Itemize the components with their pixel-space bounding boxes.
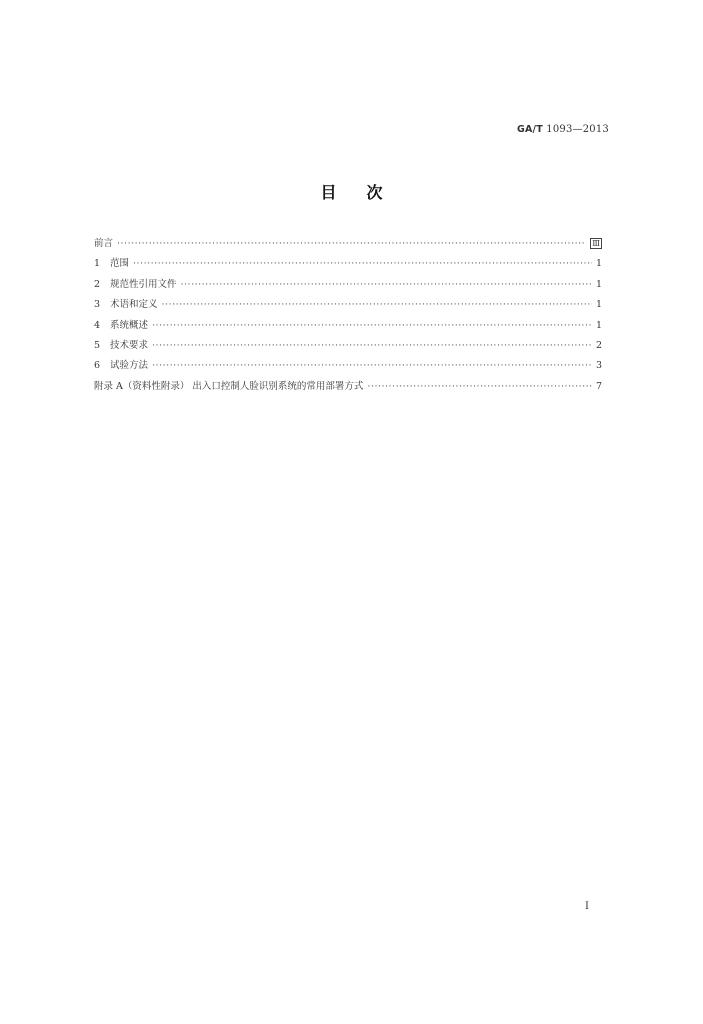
toc-entry-foreword[interactable]	[94, 235, 602, 255]
toc-entry-technical-requirements[interactable]	[94, 337, 602, 357]
toc-dot-leader	[117, 238, 586, 249]
toc-dot-leader	[367, 381, 592, 392]
toc-dot-leader	[152, 320, 592, 331]
toc-entry-number: 4	[94, 319, 101, 331]
toc-dot-leader	[133, 258, 592, 269]
standard-code-prefix: GA/T	[517, 124, 543, 135]
toc-entry-terms-definitions[interactable]	[94, 296, 602, 316]
toc-entry-label: 1 范围	[94, 258, 130, 270]
table-of-contents	[94, 235, 602, 398]
toc-entry-number: 5	[94, 339, 101, 351]
toc-entry-label: 前言	[94, 238, 114, 249]
toc-entry-number: 1	[94, 258, 101, 270]
toc-entry-number: 6	[94, 360, 101, 372]
toc-entry-scope[interactable]	[94, 255, 602, 275]
toc-dot-leader	[162, 299, 592, 310]
toc-entry-page: 1	[595, 258, 602, 270]
toc-entry-page: Ⅲ	[592, 239, 600, 248]
toc-entry-page: 3	[595, 360, 602, 372]
toc-entry-test-methods[interactable]	[94, 357, 602, 377]
toc-entry-number: 3	[94, 299, 101, 311]
standard-code-number: 1093—2013	[546, 124, 609, 135]
standard-code	[517, 124, 609, 135]
toc-entry-annex-a[interactable]	[94, 378, 602, 398]
toc-entry-label: 5 技术要求	[94, 339, 149, 351]
toc-entry-label: 附录 A（资料性附录） 出入口控制人脸识别系统的常用部署方式	[94, 380, 364, 392]
toc-entry-number: 2	[94, 278, 101, 290]
toc-entry-label: 6 试验方法	[94, 360, 149, 372]
toc-entry-label: 4 系统概述	[94, 319, 149, 331]
toc-entry-page: 1	[595, 299, 602, 311]
toc-dot-leader	[152, 340, 592, 351]
toc-title: 目次	[320, 183, 413, 202]
toc-dot-leader	[181, 279, 592, 290]
toc-entry-label: 2 规范性引用文件	[94, 278, 177, 290]
toc-entry-page: 2	[595, 339, 602, 351]
toc-entry-system-overview[interactable]	[94, 317, 602, 337]
toc-entry-normative-references[interactable]	[94, 276, 602, 296]
page-number: I	[585, 901, 589, 912]
toc-entry-page: 7	[595, 380, 602, 392]
toc-entry-page: 1	[595, 319, 602, 331]
toc-entry-label: 3 术语和定义	[94, 299, 158, 311]
toc-dot-leader	[152, 360, 592, 371]
toc-entry-page: 1	[595, 278, 602, 290]
